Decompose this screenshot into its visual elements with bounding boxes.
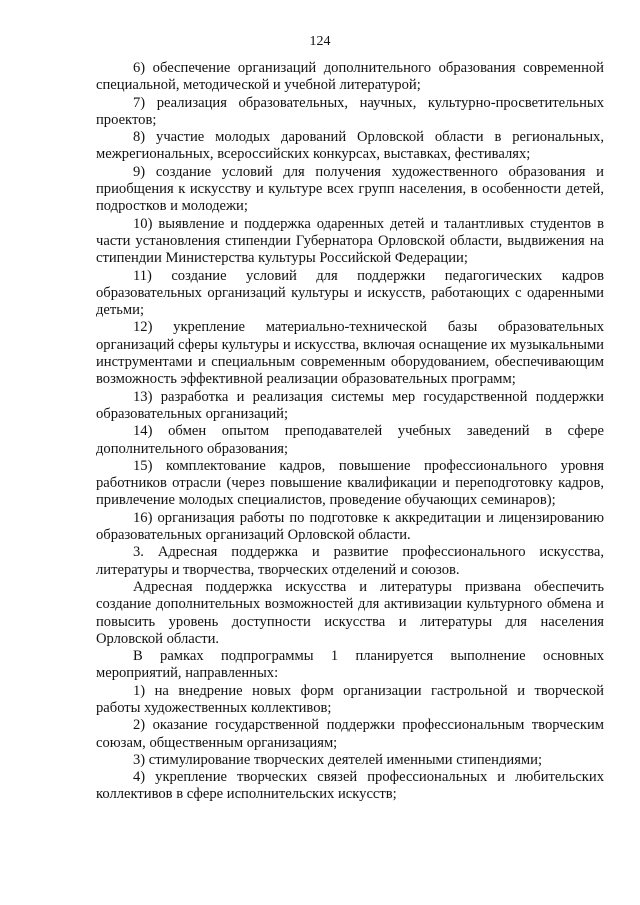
document-body <box>96 60 604 804</box>
body-paragraph: Адресная поддержка искусства и литературы призвана обеспечить создание дополнительных возможностей для активизации культурного обмена и повысить уровень доступности искусства и литературы для населения Орловской области. <box>96 578 604 647</box>
list-item: 1) на внедрение новых форм организации гастрольной и творческой работы художественных коллективов; <box>96 682 604 716</box>
list-item: 9) создание условий для получения художественного образования и приобщения к искусству и культуре всех групп населения, в особенности детей, подростков и молодежи; <box>96 163 604 215</box>
list-item: 7) реализация образовательных, научных, культурно-просветительных проектов; <box>96 94 604 128</box>
list-item: 14) обмен опытом преподавателей учебных заведений в сфере дополнительного образования; <box>96 423 604 457</box>
list-item: 2) оказание государственной поддержки профессиональным творческим союзам, общественным организациям; <box>96 717 604 751</box>
list-item: 11) создание условий для поддержки педагогических кадров образовательных организаций культуры и искусств, работающих с одаренными детьми; <box>96 267 604 319</box>
list-item: 3) стимулирование творческих деятелей именными стипендиями; <box>133 751 543 768</box>
section-heading-paragraph: 3. Адресная поддержка и развитие профессионального искусства, литературы и творчества, творческих отделений и союзов. <box>96 544 604 578</box>
list-item: 16) организация работы по подготовке к аккредитации и лицензированию образовательных организаций Орловской области. <box>96 509 604 544</box>
page-number: 124 <box>309 34 331 49</box>
list-item: 12) укрепление материально-технической базы образовательных организаций сферы культуры и искусства, включая оснащение их музыкальными инструментами и специальным современным оборудованием, обеспечивающим возможность эффективной реализации образовательных программ; <box>96 319 604 388</box>
list-item: 8) участие молодых дарований Орловской области в региональных, межрегиональных, всероссийских конкурсах, выставках, фестивалях; <box>96 129 604 163</box>
list-item: 6) обеспечение организаций дополнительного образования современной специальной, методической и учебной литературой; <box>96 60 604 94</box>
list-item: 4) укрепление творческих связей профессиональных и любительских коллективов в сфере исполнительских искусств; <box>96 769 604 803</box>
list-item: 15) комплектование кадров, повышение профессионального уровня работников отрасли (через повышение квалификации и переподготовку кадров, привлечение молодых специалистов, проведение обучающих семинаров); <box>96 457 604 509</box>
body-paragraph: В рамках подпрограммы 1 планируется выполнение основных мероприятий, направленных: <box>96 648 604 682</box>
list-item: 13) разработка и реализация системы мер государственной поддержки образовательных организаций; <box>96 388 604 422</box>
list-item: 10) выявление и поддержка одаренных детей и талантливых студентов в части установления стипендии Губернатора Орловской области, выдвижения на стипендии Министерства культуры Российской Федерации; <box>96 215 604 267</box>
